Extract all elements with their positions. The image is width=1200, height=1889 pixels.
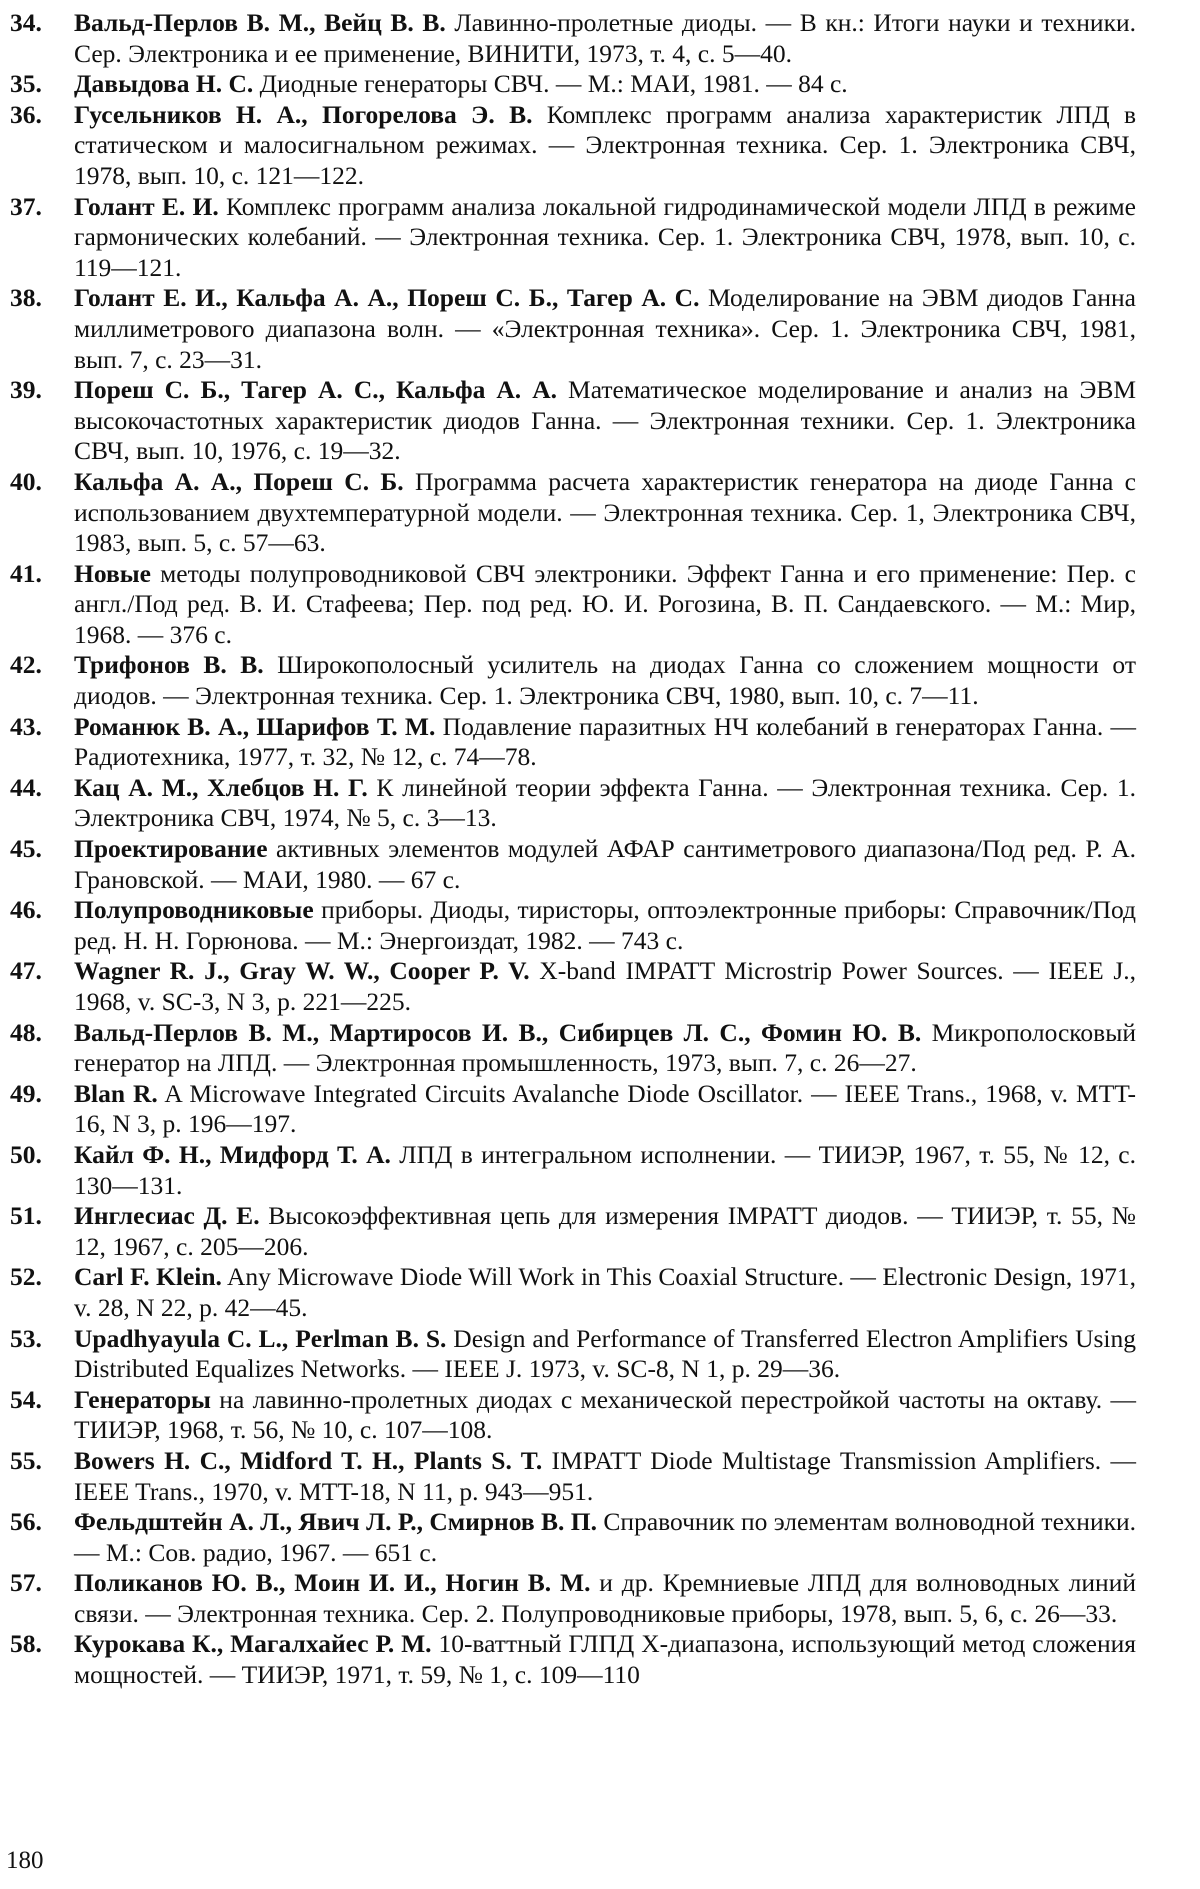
page-number: 180	[6, 1847, 44, 1874]
reference-text: Комплекс программ анализа локальной гидродинамической модели ЛПД в режиме гармонических колебаний. — Электронная техника. Сер. 1. Электроника СВЧ, 1978, вып. 10, с. 119—121.	[74, 191, 1136, 282]
reference-text: приборы. Диоды, тиристоры, оптоэлектронные приборы: Справочник/Под ред. Н. Н. Горюнова. — М.: Энергоиздат, 1982. — 743 с.	[74, 895, 1136, 955]
reference-text: Комплекс программ анализа характеристик ЛПД в статическом и малосигнальном режимах. — Электронная техника. Сер. 1. Электроника СВЧ, 1978, вып. 10, с. 121—122.	[74, 99, 1136, 190]
reference-number: 43.	[10, 711, 42, 741]
reference-number: 51.	[10, 1201, 42, 1231]
reference-item	[8, 192, 1136, 284]
reference-authors: Курокава К., Магалхайес Р. М.	[74, 1629, 432, 1659]
reference-number: 41.	[10, 558, 42, 588]
reference-authors: Поликанов Ю. В., Моин И. И., Ногин В. М.	[74, 1568, 591, 1598]
reference-number: 38.	[10, 283, 42, 313]
reference-authors: Романюк В. А., Шарифов Т. М.	[74, 711, 436, 741]
reference-item	[8, 1140, 1136, 1201]
reference-authors: Инглесиас Д. Е.	[74, 1201, 260, 1231]
reference-item	[8, 1079, 1136, 1140]
reference-text: Design and Performance of Transferred Electron Amplifiers Using Distributed Equalizes Networks. — IEEE J. 1973, v. SC-8, N 1, p. 29—36.	[74, 1323, 1137, 1384]
reference-item	[8, 467, 1136, 559]
reference-item	[8, 69, 1136, 100]
reference-authors: Давыдова Н. С.	[74, 69, 254, 99]
reference-item	[8, 895, 1136, 956]
reference-number: 37.	[10, 191, 42, 221]
reference-text: Диодные генераторы СВЧ. — М.: МАИ, 1981. — 84 с.	[253, 69, 848, 99]
reference-authors: Вальд-Перлов В. М., Вейц В. В.	[74, 8, 446, 37]
reference-text: Any Microwave Diode Will Work in This Coaxial Structure. — Electronic Design, 1971, v. 28, N 22, p. 42—45.	[74, 1262, 1136, 1322]
reference-text: Высокоэффективная цепь для измерения IMPATT диодов. — ТИИЭР, т. 55, № 12, 1967, с. 205—206.	[74, 1201, 1136, 1261]
reference-authors: Кац А. М., Хлебцов Н. Г.	[74, 772, 368, 802]
reference-text: Лавинно-пролетные диоды. — В кн.: Итоги науки и техники. Сер. Электроника и ее применение, ВИНИТИ, 1973, т. 4, с. 5—40.	[74, 8, 1136, 68]
reference-authors: Вальд-Перлов В. М., Мартиросов И. В., Сибирцев Л. С., Фомин Ю. В.	[74, 1017, 922, 1047]
reference-text: IMPATT Diode Multistage Transmission Amplifiers. — IEEE Trans., 1970, v. MTT-18, N 11, p. 943—951.	[74, 1445, 1136, 1506]
reference-number: 35.	[10, 69, 42, 99]
reference-authors: Проектирование	[74, 834, 268, 864]
reference-text: Микрополосковый генератор на ЛПД. — Электронная промышленность, 1973, вып. 7, с. 26—27.	[74, 1017, 1136, 1078]
reference-item	[8, 100, 1136, 192]
reference-item	[8, 956, 1136, 1017]
reference-number: 54.	[10, 1384, 42, 1414]
reference-authors: Carl F. Klein.	[74, 1262, 222, 1292]
reference-authors: Пореш С. Б., Тагер А. С., Кальфа А. А.	[74, 375, 557, 405]
reference-number: 58.	[10, 1629, 42, 1659]
reference-authors: Трифонов В. В.	[74, 650, 264, 680]
reference-authors: Upadhyayula C. L., Perlman B. S.	[74, 1323, 447, 1353]
reference-authors: Кайл Ф. Н., Мидфорд Т. А.	[74, 1139, 391, 1169]
reference-text: Программа расчета характеристик генератора на диоде Ганна с использованием двухтемпературной модели. — Электронная техника. Сер. 1, Электроника СВЧ, 1983, вып. 5, с. 57—63.	[74, 466, 1137, 558]
reference-number: 52.	[10, 1262, 42, 1292]
reference-authors: Генераторы	[74, 1384, 211, 1414]
reference-authors: Фельдштейн А. Л., Явич Л. Р., Смирнов В. П.	[74, 1507, 598, 1537]
reference-authors: Гусельников Н. А., Погорелова Э. В.	[74, 99, 533, 129]
reference-item	[8, 773, 1136, 834]
reference-number: 36.	[10, 99, 42, 129]
reference-text: Математическое моделирование и анализ на ЭВМ высокочастотных характеристик диодов Ганна. — Электронная техники. Сер. 1. Электроника СВЧ, вып. 10, 1976, с. 19—32.	[74, 375, 1136, 466]
reference-item	[8, 1446, 1136, 1507]
reference-authors: Кальфа А. А., Пореш С. Б.	[74, 466, 404, 496]
reference-item	[8, 1324, 1136, 1385]
reference-text: A Microwave Integrated Circuits Avalanche Diode Oscillator. — IEEE Trans., 1968, v. MTT-16, N 3, p. 196—197.	[74, 1078, 1136, 1139]
reference-number: 53.	[10, 1323, 42, 1353]
reference-item	[8, 8, 1136, 69]
reference-text: 10-ваттный ГЛПД Х-диапазона, использующий метод сложения мощностей. — ТИИЭР, 1971, т. 59, № 1, с. 109—110	[74, 1629, 1136, 1690]
reference-number: 56.	[10, 1507, 42, 1537]
reference-number: 47.	[10, 956, 42, 986]
reference-text: К линейной теории эффекта Ганна. — Электронная техника. Сер. 1. Электроника СВЧ, 1974, № 5, с. 3—13.	[74, 772, 1136, 833]
reference-authors: Голант Е. И., Кальфа А. А., Пореш С. Б., Тагер А. С.	[74, 283, 700, 313]
reference-item	[8, 1385, 1136, 1446]
reference-text: Широкополосный усилитель на диодах Ганна со сложением мощности от диодов. — Электронная техника. Сер. 1. Электроника СВЧ, 1980, вып. 10, с. 7—11.	[74, 650, 1136, 711]
reference-number: 40.	[10, 466, 42, 496]
reference-number: 49.	[10, 1078, 42, 1108]
reference-text: на лавинно-пролетных диодах с механической перестройкой частоты на октаву. — ТИИЭР, 1968, т. 56, № 10, с. 107—108.	[74, 1384, 1136, 1445]
reference-number: 50.	[10, 1139, 42, 1169]
reference-number: 42.	[10, 650, 42, 680]
reference-item	[8, 283, 1136, 375]
reference-item	[8, 1018, 1136, 1079]
reference-item	[8, 375, 1136, 467]
reference-number: 39.	[10, 375, 42, 405]
reference-item	[8, 1262, 1136, 1323]
reference-item	[8, 650, 1136, 711]
reference-text: Подавление паразитных НЧ колебаний в генераторах Ганна. — Радиотехника, 1977, т. 32, № 12, с. 74—78.	[74, 711, 1136, 772]
reference-authors: Новые	[74, 558, 151, 588]
reference-text: ЛПД в интегральном исполнении. — ТИИЭР, 1967, т. 55, № 12, с. 130—131.	[74, 1139, 1136, 1200]
reference-text: и др. Кремниевые ЛПД для волноводных линий связи. — Электронная техника. Сер. 2. Полупроводниковые приборы, 1978, вып. 5, 6, с. 26—33.	[74, 1568, 1136, 1628]
reference-item	[8, 1507, 1136, 1568]
reference-number: 46.	[10, 895, 42, 925]
reference-item	[8, 559, 1136, 651]
reference-item	[8, 834, 1136, 895]
reference-list	[8, 8, 1136, 1691]
reference-number: 45.	[10, 834, 42, 864]
reference-number: 44.	[10, 772, 42, 802]
reference-number: 48.	[10, 1017, 42, 1047]
reference-authors: Bowers H. C., Midford T. H., Plants S. T.	[74, 1445, 543, 1475]
reference-authors: Blan R.	[74, 1078, 158, 1108]
reference-item	[8, 1201, 1136, 1262]
reference-item	[8, 712, 1136, 773]
reference-text: активных элементов модулей АФАР сантиметрового диапазона/Под ред. Р. А. Грановской. — МАИ, 1980. — 67 с.	[74, 834, 1136, 894]
reference-authors: Голант Е. И.	[74, 191, 219, 221]
reference-authors: Wagner R. J., Gray W. W., Cooper P. V.	[74, 956, 530, 986]
reference-authors: Полупроводниковые	[74, 895, 314, 925]
reference-number: 55.	[10, 1445, 42, 1475]
reference-number: 34.	[10, 8, 42, 37]
reference-text: Моделирование на ЭВМ диодов Ганна миллиметрового диапазона волн. — «Электронная техника». Сер. 1. Электроника СВЧ, 1981, вып. 7, с. 23—31.	[74, 283, 1136, 374]
reference-number: 57.	[10, 1568, 42, 1598]
reference-text: методы полупроводниковой СВЧ электроники. Эффект Ганна и его применение: Пер. с англ./Под ред. В. И. Стафеева; Пер. под ред. Ю. И. Рогозина, В. П. Сандаевского. — М.: Мир, 1968. — 376 с.	[74, 558, 1136, 649]
reference-text: X-band IMPATT Microstrip Power Sources. — IEEE J., 1968, v. SC-3, N 3, p. 221—225.	[74, 956, 1137, 1016]
reference-item	[8, 1629, 1136, 1690]
reference-text: Справочник по элементам волноводной техники. — М.: Сов. радио, 1967. — 651 с.	[74, 1507, 1137, 1567]
reference-item	[8, 1568, 1136, 1629]
